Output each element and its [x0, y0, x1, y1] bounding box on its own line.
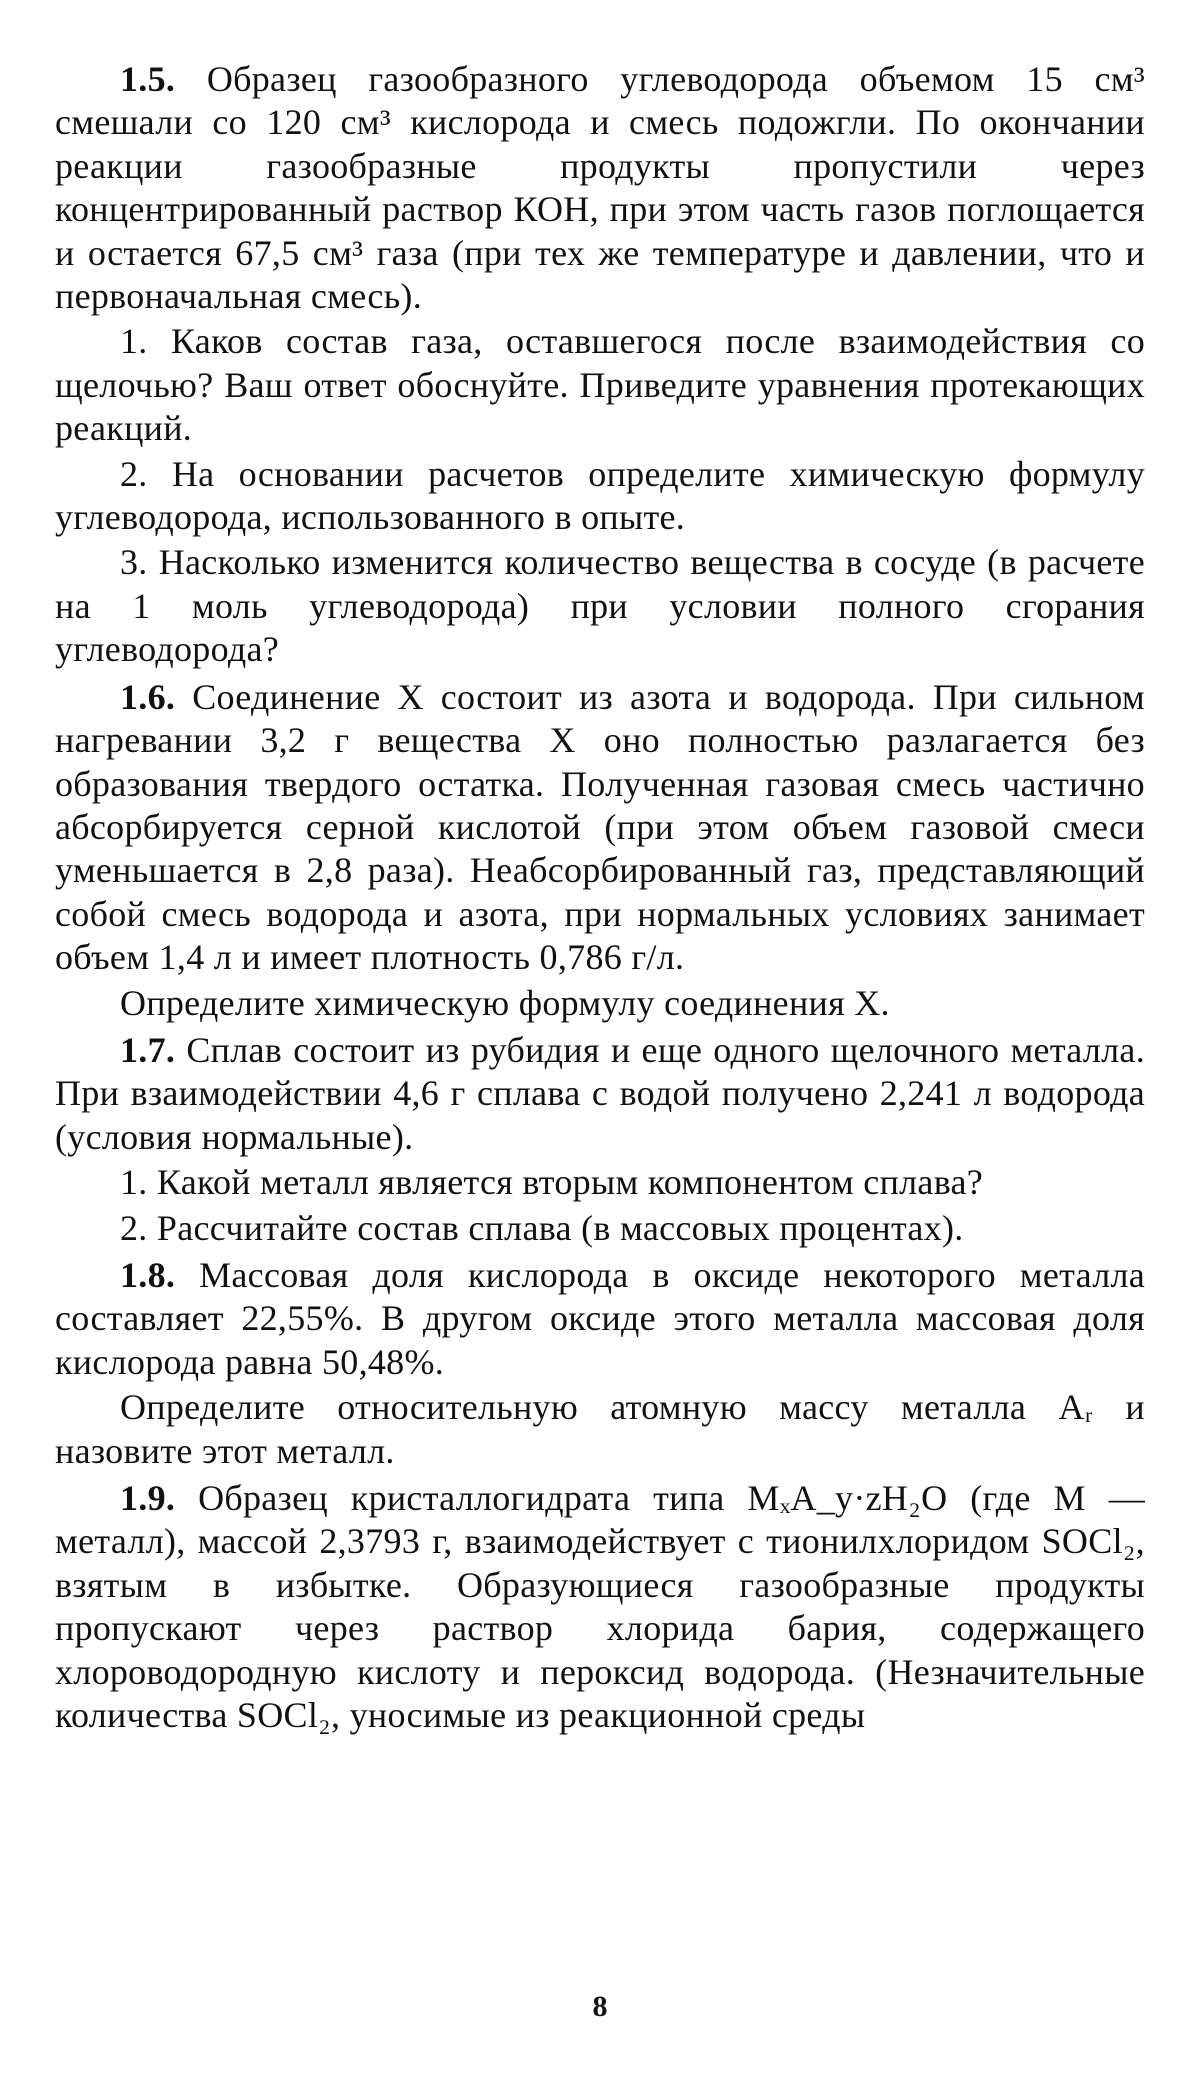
- problem-1-5: [55, 58, 1145, 318]
- page-body: [55, 58, 1145, 1737]
- problem-text: Массовая доля кислорода в оксиде некоторого металла составляет 22,55%. В другом оксиде этого металла массовая доля кислорода равна 50,48%.: [55, 1254, 1146, 1382]
- problem-1-8: [55, 1254, 1145, 1384]
- question: 3. Насколько изменится количество вещества в сосуде (в расчете на 1 моль углеводорода) при условии полного сгорания углеводорода?: [55, 542, 1145, 670]
- question: 1. Какой металл является вторым компонентом сплава?: [120, 1162, 984, 1203]
- problem-text: Соединение X состоит из азота и водорода. При сильном нагревании 3,2 г вещества X оно полностью разлагается без образования твердого остатка. Полученная газовая смесь частично абсорбируется серной кислотой (при этом объем газовой смеси уменьшается в 2,8 раза). Неабсорбированный газ, представляющий собой смесь водорода и азота, при нормальных условиях занимает объем 1,4 л и имеет плотность 0,786 г/л.: [55, 676, 1145, 978]
- problem-text: Образец кристаллогидрата типа MₓA_y·zH₂O (где M — металл), массой 2,3793 г, взаимодействует с тионилхлоридом SOCl₂, взятым в избытке. Образующиеся газообразные продукты пропускают через раствор хлорида бария, содержащего хлороводородную кислоту и пероксид водорода. (Незначительные количества SOCl₂, уносимые из реакционной среды: [55, 1478, 1145, 1736]
- page-number: 8: [592, 1990, 608, 2023]
- problem-number: 1.8.: [120, 1254, 176, 1295]
- problem-number: 1.9.: [120, 1478, 176, 1518]
- problem-text: Образец газообразного углеводорода объемом 15 см³ смешали со 120 см³ кислорода и смесь подожгли. По окончании реакции газообразные продукты пропустили через концентрированный раствор КОН, при этом часть газов поглощается и остается 67,5 см³ газа (при тех же температуре и давлении, что и первоначальная смесь).: [55, 59, 1145, 317]
- question: 2. На основании расчетов определите химическую формулу углеводорода, использованного в опыте.: [55, 453, 1145, 538]
- question: 2. Рассчитайте состав сплава (в массовых процентах).: [120, 1207, 964, 1248]
- problem-1-6: [55, 676, 1145, 980]
- problem-number: 1.5.: [120, 59, 176, 99]
- problem-number: 1.7.: [120, 1029, 176, 1070]
- problem-text: Сплав состоит из рубидия и еще одного щелочного металла. При взаимодействии 4,6 г сплава с водой получено 2,241 л водорода (условия нормальные).: [55, 1029, 1145, 1157]
- question: Определите химическую формулу соединения X.: [120, 982, 890, 1023]
- question: Определите относительную атомную массу металла Aᵣ и назовите этот металл.: [55, 1387, 1145, 1471]
- problem-1-9: [55, 1477, 1145, 1737]
- problem-number: 1.6.: [120, 676, 176, 717]
- problem-1-7: [55, 1029, 1145, 1159]
- question: 1. Каков состав газа, оставшегося после взаимодействия со щелочью? Ваш ответ обоснуйте. Приведите уравнения протекающих реакций.: [55, 321, 1145, 449]
